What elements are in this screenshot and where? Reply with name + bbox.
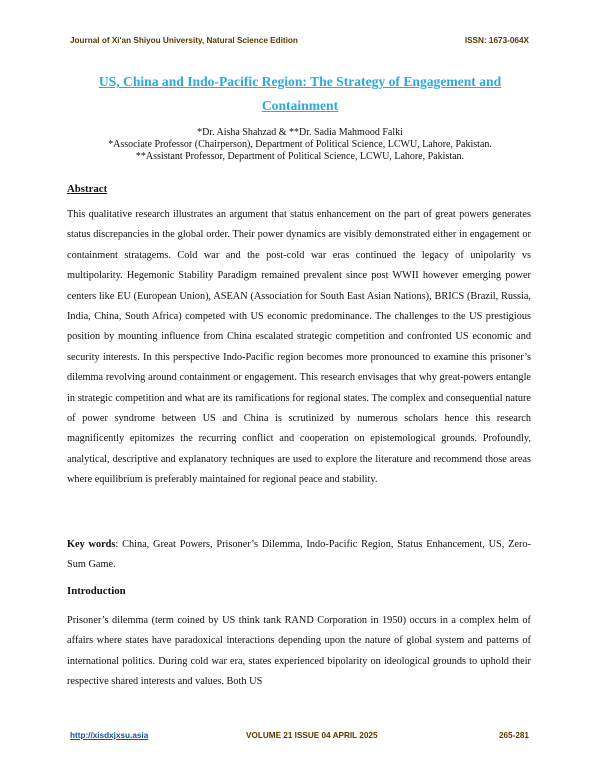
- author-block: [60, 127, 540, 164]
- abstract-text: This qualitative research illustrates an argument that status enhancement on the part of great powers generates status discrepancies in the global order. Their power dynamics are visibly demonstrated either in engagement or containment stratagems. Cold war and the post-cold war eras continued the legacy of unipolarity vs multipolarity. Hegemonic Stability Paradigm remained prevalent since post WWII however emerging power centers like EU (European Union), ASEAN (Association for South East Asian Nations), BRICS (Brazil, Russia, India, China, South Africa) competed with US economic predominance. The challenges to the US prestigious position by mounting influence from China escalated strategic competition and confronted US economic and security interests. In this perspective Indo-Pacific region becomes more pronounced to examine this prisoner’s dilemma revolving around containment or engagement. This research envisages that why great-powers entangle in strategic competition and what are its ramifications for regional states. The complex and consequential nature of power syndrome between US and China is scrutinized by numerous scholars hence this research magnificently epitomizes the recurring conflict and cooperation on epistemological grounds. Profoundly, analytical, descriptive and explanatory techniques are used to explore the literature and recommend those areas where equilibrium is preferably maintained for regional peace and stability.: [67, 209, 531, 486]
- volume-issue: VOLUME 21 ISSUE 04 APRIL 2025: [246, 731, 378, 740]
- abstract-heading: Abstract: [67, 183, 108, 195]
- introduction-heading: Introduction: [67, 585, 126, 597]
- paper-title[interactable]: US, China and Indo-Pacific Region: The Strategy of Engagement and Containment: [98, 74, 502, 113]
- author-names: *Dr. Aisha Shahzad & **Dr. Sadia Mahmood Falki: [197, 127, 403, 138]
- keywords: [67, 535, 531, 576]
- introduction-text: Prisoner’s dilemma (term coined by US think tank RAND Corporation in 1950) occurs in a complex helm of affairs where states have paradoxical interactions depending upon the nature of global system and patterns of international politics. During cold war era, states experienced bipolarity on ideological grounds to uphold their respective shared interests and values. Both US: [67, 615, 531, 688]
- keywords-text: : China, Great Powers, Prisoner’s Dilemma, Indo-Pacific Region, Status Enhancement, US, Zero-Sum Game.: [67, 539, 531, 571]
- issn: ISSN: 1673-064X: [464, 36, 529, 45]
- page-range: 265-281: [498, 731, 529, 740]
- author-affiliation-2: **Assistant Professor, Department of Political Science, LCWU, Lahore, Pakistan.: [135, 151, 465, 163]
- journal-name: Journal of Xi'an Shiyou University, Natural Science Edition: [70, 36, 298, 45]
- journal-url-link[interactable]: http://xisdxjxsu.asia: [70, 731, 149, 740]
- keywords-label: Key words: [67, 539, 116, 550]
- author-affiliation-1: *Associate Professor (Chairperson), Department of Political Science, LCWU, Lahore, Pakistan.: [108, 139, 492, 151]
